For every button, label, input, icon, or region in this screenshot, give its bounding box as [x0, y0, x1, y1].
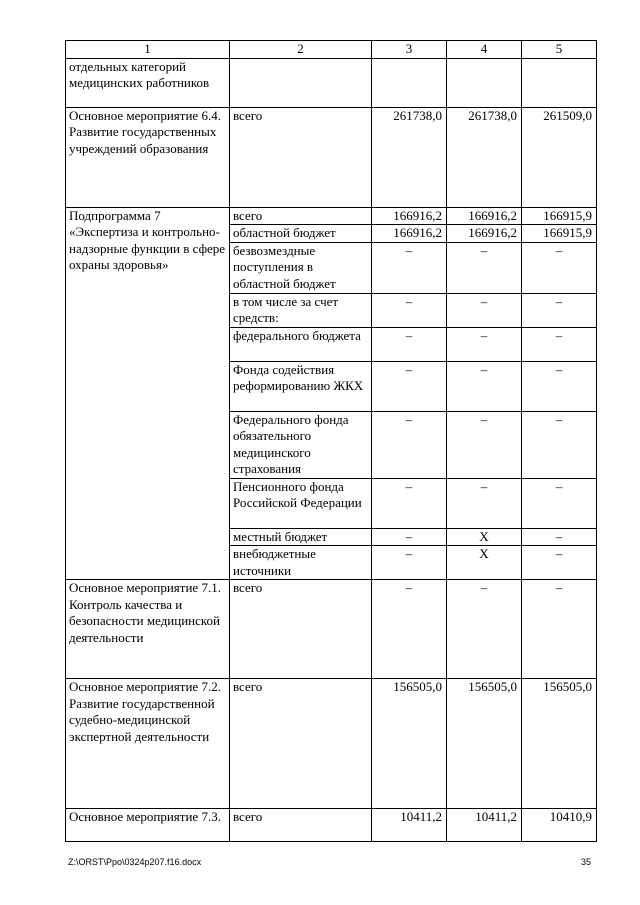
funding-source-cell: всего — [230, 107, 372, 207]
value-col4-cell: – — [447, 242, 522, 293]
value-col3-cell: 166916,2 — [372, 207, 447, 225]
value-col5-cell: 261509,0 — [522, 107, 597, 207]
funding-source-cell: Федерального фонда обязательного медицинского страхования — [230, 411, 372, 478]
value-col4-cell: Х — [447, 546, 522, 580]
value-col4-cell: – — [447, 293, 522, 327]
value-col3-cell: – — [372, 327, 447, 361]
value-col3-cell: – — [372, 361, 447, 411]
funding-source-cell: Фонда содействия реформированию ЖКХ — [230, 361, 372, 411]
value-col4-cell: – — [447, 478, 522, 528]
program-name-cell: Основное мероприятие 7.3. — [66, 809, 230, 842]
value-col5-cell: – — [522, 411, 597, 478]
header-cell-2: 2 — [230, 41, 372, 59]
funding-source-cell: федерального бюджета — [230, 327, 372, 361]
value-col5-cell: 166915,9 — [522, 225, 597, 243]
value-col5-cell: – — [522, 546, 597, 580]
value-col5-cell: – — [522, 478, 597, 528]
value-col3-cell: – — [372, 528, 447, 546]
funding-source-cell — [230, 58, 372, 107]
funding-source-cell: внебюджетные источники — [230, 546, 372, 580]
program-name-cell: Основное мероприятие 7.2. Развитие государственной судебно-медицинской экспертной деятельности — [66, 679, 230, 809]
funding-source-cell: всего — [230, 580, 372, 679]
value-col4-cell: 10411,2 — [447, 809, 522, 842]
value-col3-cell: – — [372, 242, 447, 293]
funding-source-cell: в том числе за счет средств: — [230, 293, 372, 327]
value-col3-cell: – — [372, 478, 447, 528]
value-col5-cell: – — [522, 361, 597, 411]
program-name-cell: отдельных категорий медицинских работников — [66, 58, 230, 107]
header-cell-1: 1 — [66, 41, 230, 59]
value-col3-cell: – — [372, 293, 447, 327]
table-row — [66, 679, 597, 809]
value-col4-cell: 261738,0 — [447, 107, 522, 207]
funding-source-cell: областной бюджет — [230, 225, 372, 243]
header-cell-4: 4 — [447, 41, 522, 59]
value-col5-cell: 166915,9 — [522, 207, 597, 225]
value-col4-cell: 166916,2 — [447, 225, 522, 243]
value-col5-cell: – — [522, 580, 597, 679]
value-col3-cell — [372, 58, 447, 107]
table-header-row — [66, 41, 597, 59]
value-col4-cell — [447, 58, 522, 107]
value-col4-cell: 156505,0 — [447, 679, 522, 809]
value-col4-cell: – — [447, 361, 522, 411]
value-col3-cell: – — [372, 580, 447, 679]
value-col3-cell: 10411,2 — [372, 809, 447, 842]
funding-source-cell: всего — [230, 679, 372, 809]
value-col5-cell: 156505,0 — [522, 679, 597, 809]
value-col4-cell: 166916,2 — [447, 207, 522, 225]
program-name-cell: Подпрограмма 7 «Экспертиза и контрольно-надзорные функции в сфере охраны здоровья» — [66, 207, 230, 580]
value-col3-cell: – — [372, 411, 447, 478]
footer-file-path: Z:\ORST\Ppo\0324p207.f16.docx — [68, 857, 202, 867]
program-name-cell: Основное мероприятие 7.1. Контроль качества и безопасности медицинской деятельности — [66, 580, 230, 679]
header-cell-5: 5 — [522, 41, 597, 59]
table-row — [66, 580, 597, 679]
funding-source-cell: Пенсионного фонда Российской Федерации — [230, 478, 372, 528]
value-col5-cell: – — [522, 327, 597, 361]
value-col5-cell: 10410,9 — [522, 809, 597, 842]
table-row — [66, 207, 597, 225]
value-col5-cell: – — [522, 293, 597, 327]
value-col4-cell: – — [447, 327, 522, 361]
value-col5-cell — [522, 58, 597, 107]
budget-table — [65, 40, 597, 842]
footer-page-number: 35 — [581, 857, 592, 867]
table-row — [66, 58, 597, 107]
value-col3-cell: – — [372, 546, 447, 580]
funding-source-cell: безвозмездные поступления в областной бюджет — [230, 242, 372, 293]
program-name-cell: Основное мероприятие 6.4. Развитие государственных учреждений образования — [66, 107, 230, 207]
funding-source-cell: местный бюджет — [230, 528, 372, 546]
value-col4-cell: Х — [447, 528, 522, 546]
value-col4-cell: – — [447, 580, 522, 679]
value-col5-cell: – — [522, 242, 597, 293]
value-col3-cell: 156505,0 — [372, 679, 447, 809]
value-col4-cell: – — [447, 411, 522, 478]
value-col5-cell: – — [522, 528, 597, 546]
value-col3-cell: 261738,0 — [372, 107, 447, 207]
funding-source-cell: всего — [230, 207, 372, 225]
table-row — [66, 107, 597, 207]
header-cell-3: 3 — [372, 41, 447, 59]
value-col3-cell: 166916,2 — [372, 225, 447, 243]
funding-source-cell: всего — [230, 809, 372, 842]
table-row — [66, 809, 597, 842]
